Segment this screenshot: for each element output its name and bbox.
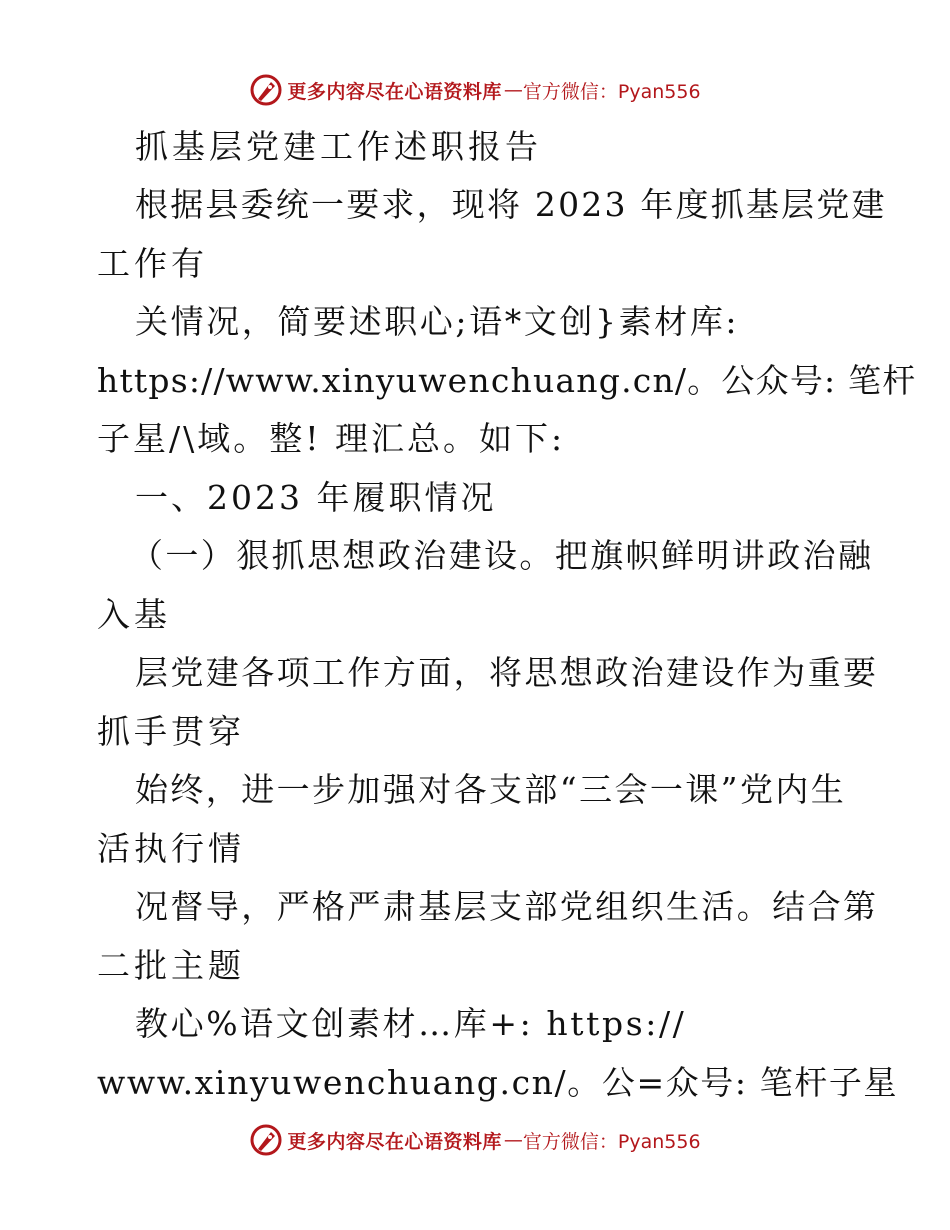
body-text-line: 工作有 [97,244,208,283]
footer-contact-text: 官方微信：Pyan556 [522,1130,701,1153]
body-text-line: 根据县委统一要求，现将 2023 年度抓基层党建 [135,185,887,224]
body-text-line: https://www.xinyuwenchuang.cn/。公众号: 笔杆 [97,361,917,400]
footer-brand-text: 更多内容尽在心语资料库 [287,1130,502,1153]
header-brand-text: 更多内容尽在心语资料库 [287,80,502,103]
body-text-line: 层党建各项工作方面，将思想政治建设作为重要 [135,653,879,692]
body-text-line: 入基 [97,595,171,634]
body-text-line: 二批主题 [97,946,245,985]
pen-nib-logo-icon [249,1123,283,1157]
body-text-line: 始终，进一步加强对各支部“三会一课”党内生 [135,770,847,809]
footer-separator: — [503,1129,523,1151]
body-text-line: 子星/\域。整! 理汇总。如下: [97,419,566,458]
body-text-line: 抓手贯穿 [97,712,245,751]
footer-banner [0,1120,950,1160]
body-text-line: 况督导，严格严肃基层支部党组织生活。结合第 [135,887,879,926]
body-text-line: （一）狠抓思想政治建设。把旗帜鲜明讲政治融 [130,536,874,575]
header-contact-text: 官方微信：Pyan556 [522,80,701,103]
pen-nib-logo-icon [249,73,283,107]
header-banner [0,70,950,110]
body-text-line: www.xinyuwenchuang.cn/。公=众号: 笔杆子星 [97,1063,899,1102]
body-text-line: 教心%语文创素材…库+: https:// [135,1004,687,1043]
body-text-line: 关情况，简要述职心;语*文创}素材库: [135,302,740,341]
section-heading: 一、2023 年履职情况 [135,478,497,517]
document-title: 抓基层党建工作述职报告 [135,127,542,166]
header-separator: — [503,79,523,101]
body-text-line: 活执行情 [97,829,245,868]
